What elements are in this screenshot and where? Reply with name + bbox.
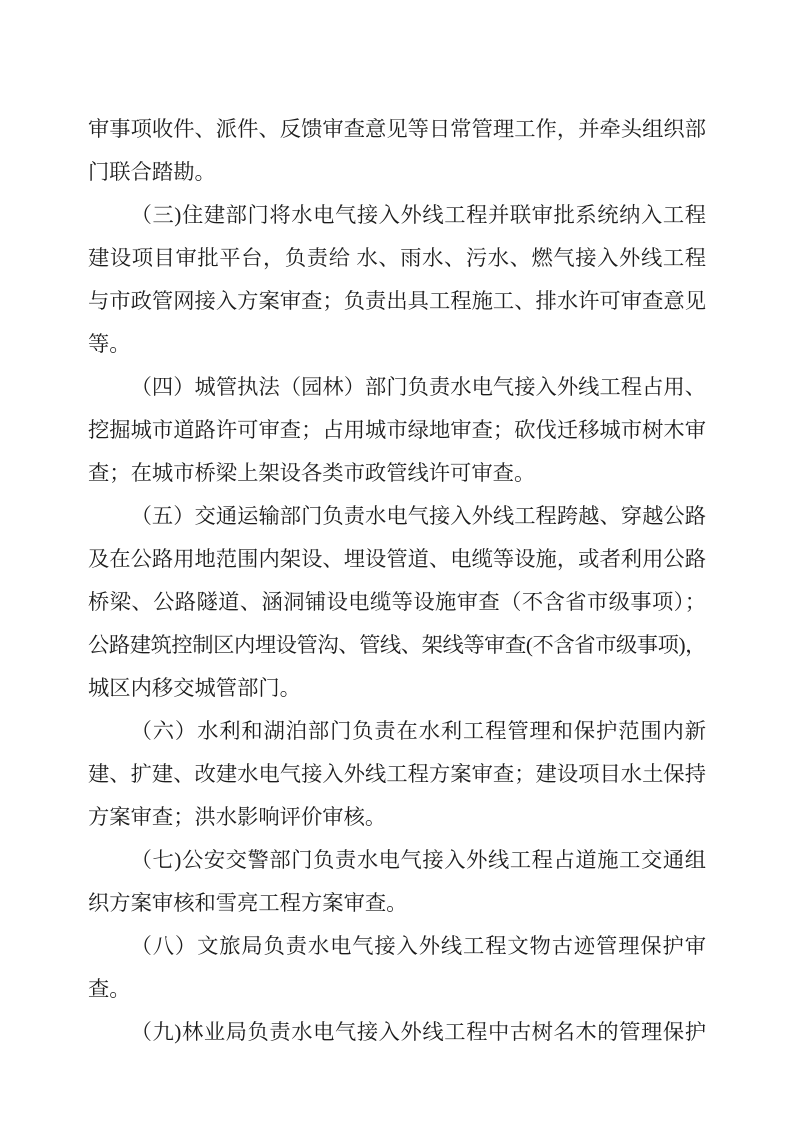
text-line: 方案审查；洪水影响评价审核。 <box>88 805 387 829</box>
text-line: 公路建筑控制区内埋设管沟、管线、架线等审查(不含省市级事项)， <box>88 633 706 657</box>
text-line: 审事项收件、派件、反馈审查意见等日常管理工作，并牵头组织部 <box>88 117 706 141</box>
text-line: 城区内移交城管部门。 <box>88 676 301 700</box>
text-line: （七)公安交警部门负责水电气接入外线工程占道施工交通组 <box>130 848 706 872</box>
text-line: （九)林业局负责水电气接入外线工程中古树名木的管理保护 <box>130 1020 706 1044</box>
text-line: （五）交通运输部门负责水电气接入外线工程跨越、穿越公路 <box>130 504 706 528</box>
text-line: （八）文旅局负责水电气接入外线工程文物古迹管理保护审 <box>130 934 706 958</box>
text-line: 建设项目审批平台，负责给 水、雨水、污水、燃气接入外线工程 <box>88 246 706 270</box>
text-line: 及在公路用地范围内架设、埋设管道、电缆等设施，或者利用公路 <box>88 547 706 571</box>
text-line: 桥梁、公路隧道、涵洞铺设电缆等设施审查（不含省市级事项）； <box>88 590 706 614</box>
text-line: 查。 <box>88 977 131 1001</box>
text-line: 门联合踏勘。 <box>88 160 216 184</box>
text-line: 查；在城市桥梁上架设各类市政管线许可审查。 <box>88 461 536 485</box>
text-line: 挖掘城市道路许可审查；占用城市绿地审查；砍伐迁移城市树木审 <box>88 418 706 442</box>
text-line: （四）城管执法（园林）部门负责水电气接入外线工程占用、 <box>130 375 706 399</box>
text-line: （六）水利和湖泊部门负责在水利工程管理和保护范围内新 <box>130 719 706 743</box>
text-line: 织方案审核和雪亮工程方案审查。 <box>88 891 408 915</box>
text-line: 等。 <box>88 332 131 356</box>
document-body <box>88 108 706 1054</box>
text-line: 建、扩建、改建水电气接入外线工程方案审查；建设项目水土保持 <box>88 762 706 786</box>
text-line: 与市政管网接入方案审查；负责出具工程施工、排水许可审查意见 <box>88 289 706 313</box>
text-line: （三)住建部门将水电气接入外线工程并联审批系统纳入工程 <box>130 203 706 227</box>
